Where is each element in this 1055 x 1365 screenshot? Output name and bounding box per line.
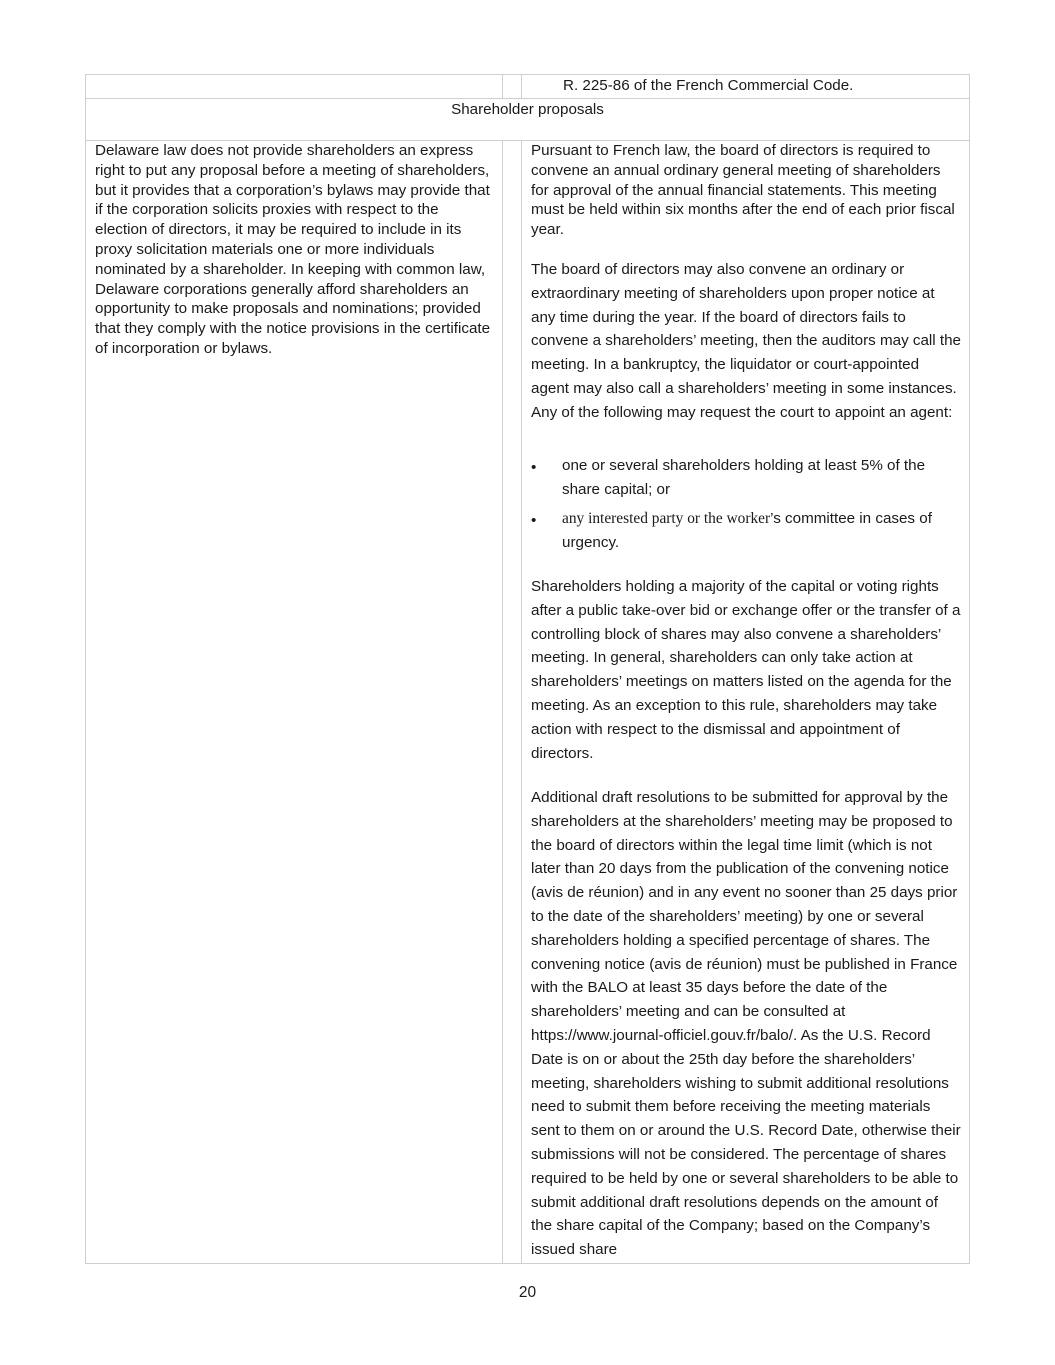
france-paragraph-3: Shareholders holding a majority of the capital or voting rights after a public take-over bid or exchange offer or the transfer of a controlling block of shares may also convene a shareholders’ meeting. In general, shareholders can only take action at shareholders’ meetings on matters listed on the agenda for the meeting. As an exception to this rule, shareholders may take action with respect to the dismissal and appointment of directors. <box>531 578 961 762</box>
table-border-right <box>969 74 970 1264</box>
delaware-paragraph: Delaware law does not provide shareholders an express right to put any proposal before a meeting of shareholders, but it provides that a corporation’s bylaws may provide that if the corporation solicits proxies with respect to the election of directors, it may be required to include in its proxy solicitation materials one or more individuals nominated by a shareholder. In keeping with common law, Delaware corporations generally afford shareholders an opportunity to make proposals and nominations; provided that they comply with the notice provisions in the certificate of incorporation or bylaws. <box>95 142 491 357</box>
bullet-item-2-rest: ’s committee in cases of urgency. <box>562 510 932 551</box>
bullet-item-1: one or several shareholders holding at least 5% of the share capital; or <box>562 457 926 498</box>
section-heading: Shareholder proposals <box>451 101 604 118</box>
france-paragraph-1: Pursuant to French law, the board of directors is required to convene an annual ordinary general meeting of shareholders for approval of the annual financial statements. This meeting must be held within six months after the end of each prior fiscal year. <box>531 142 955 239</box>
table-border-top <box>85 74 970 75</box>
table-border-left <box>85 74 86 1264</box>
top-row-text: R. 225-86 of the French Commercial Code. <box>563 77 854 94</box>
table-divider-1-top <box>502 74 503 99</box>
bullet-item-2 <box>562 507 957 555</box>
table-divider-2 <box>521 140 522 1264</box>
page-number: 20 <box>518 1284 537 1301</box>
table-divider-1 <box>502 140 503 1264</box>
france-paragraph-4: Additional draft resolutions to be submitted for approval by the shareholders at the shareholders’ meeting may be proposed to the board of directors within the legal time limit (which is not later than 20 days from the publication of the convening notice (avis de réunion) and in any event no sooner than 25 days prior to the date of the shareholders’ meeting) by one or several shareholders holding a specified percentage of shares. The convening notice (avis de réunion) must be published in France with the BALO at least 35 days before the date of the shareholders’ meeting and can be consulted at https://www.journal-officiel.gouv.fr/balo/. As the U.S. Record Date is on or about the 25th day before the shareholders’ meeting, shareholders wishing to submit additional resolutions need to submit them before receiving the meeting materials sent to them on or around the U.S. Record Date, otherwise their submissions will not be considered. The percentage of shares required to be held by one or several shareholders to be able to submit additional draft resolutions depends on the amount of the share capital of the Company; based on the Company’s issued share <box>531 789 961 1259</box>
france-paragraph-2: The board of directors may also convene an ordinary or extraordinary meeting of shareholders upon proper notice at any time during the year. If the board of directors fails to convene a shareholders’ meeting, then the auditors may call the meeting. In a bankruptcy, the liquidator or court-appointed agent may also call a shareholders’ meeting in some instances. Any of the following may request the court to appoint an agent: <box>531 261 962 421</box>
table-divider-2-top <box>521 74 522 99</box>
bullet-marker-1: • <box>531 459 537 476</box>
bullet-marker-2: • <box>531 512 537 529</box>
table-border-row1 <box>85 98 970 99</box>
table-border-bottom <box>85 1263 970 1264</box>
bullet-item-2-serif: any interested party or the worker <box>562 510 771 527</box>
